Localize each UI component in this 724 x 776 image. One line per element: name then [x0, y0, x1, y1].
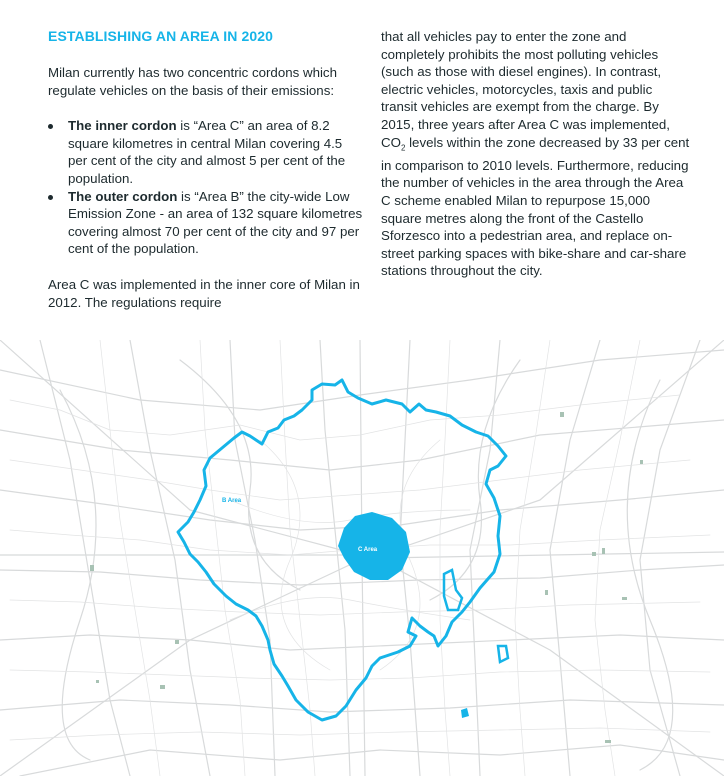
list-item-outer-cordon — [48, 188, 364, 258]
c-area-zone — [338, 512, 410, 580]
cordon-list — [48, 117, 364, 258]
right-column — [381, 28, 691, 280]
b-area-label: B Area — [222, 498, 242, 504]
paragraph-text-1: that all vehicles pay to enter the zone and completely prohibits the most polluting vehicles (such as those with diesel engines). In contrast, electric vehicles, motorcycles, taxis and public transit vehicles are exempt from the charge. By 2015, three years after Area C was implemented, CO — [381, 29, 670, 150]
bullet-bold: The inner cordon — [68, 118, 177, 134]
section-heading: ESTABLISHING AN AREA IN 2020 — [48, 28, 274, 44]
milan-area-map — [0, 340, 724, 776]
bullet-text: is “Area C” an area of 8.2 square kilometres in central Milan covering 4.5 per cent of the city and almost 5 per cent of the population. — [68, 118, 346, 186]
area-c-paragraph: Area C was implemented in the inner core of Milan in 2012. The regulations require — [48, 276, 360, 310]
b-area-outlier-2 — [498, 646, 508, 662]
left-column — [48, 28, 364, 311]
c-area-label: C Area — [358, 547, 378, 553]
paragraph-text-2: levels within the zone decreased by 33 per cent in comparison to 2010 levels. Furthermore, reducing the number of vehicles in the area through the Area C scheme enabled Milan to repurpose 15,000 square metres along the front of the Castello Sforzesco into a pedestrian area, and replace on-street parking spaces with bike-share and car-share stations throughout the city. — [381, 134, 690, 279]
bullet-text: is “Area B” the city-wide Low Emission Zone - an area of 132 square kilometres covering almost 70 per cent of the city and 97 per cent of the population. — [68, 188, 363, 257]
continuation-paragraph — [381, 28, 691, 280]
co2-subscript: 2 — [400, 143, 406, 153]
b-area-outlier-3 — [461, 708, 469, 718]
bullet-bold: The outer cordon — [68, 188, 178, 204]
intro-paragraph: Milan currently has two concentric cordons which regulate vehicles on the basis of their emissions: — [48, 65, 337, 98]
list-item-inner-cordon — [48, 117, 364, 187]
